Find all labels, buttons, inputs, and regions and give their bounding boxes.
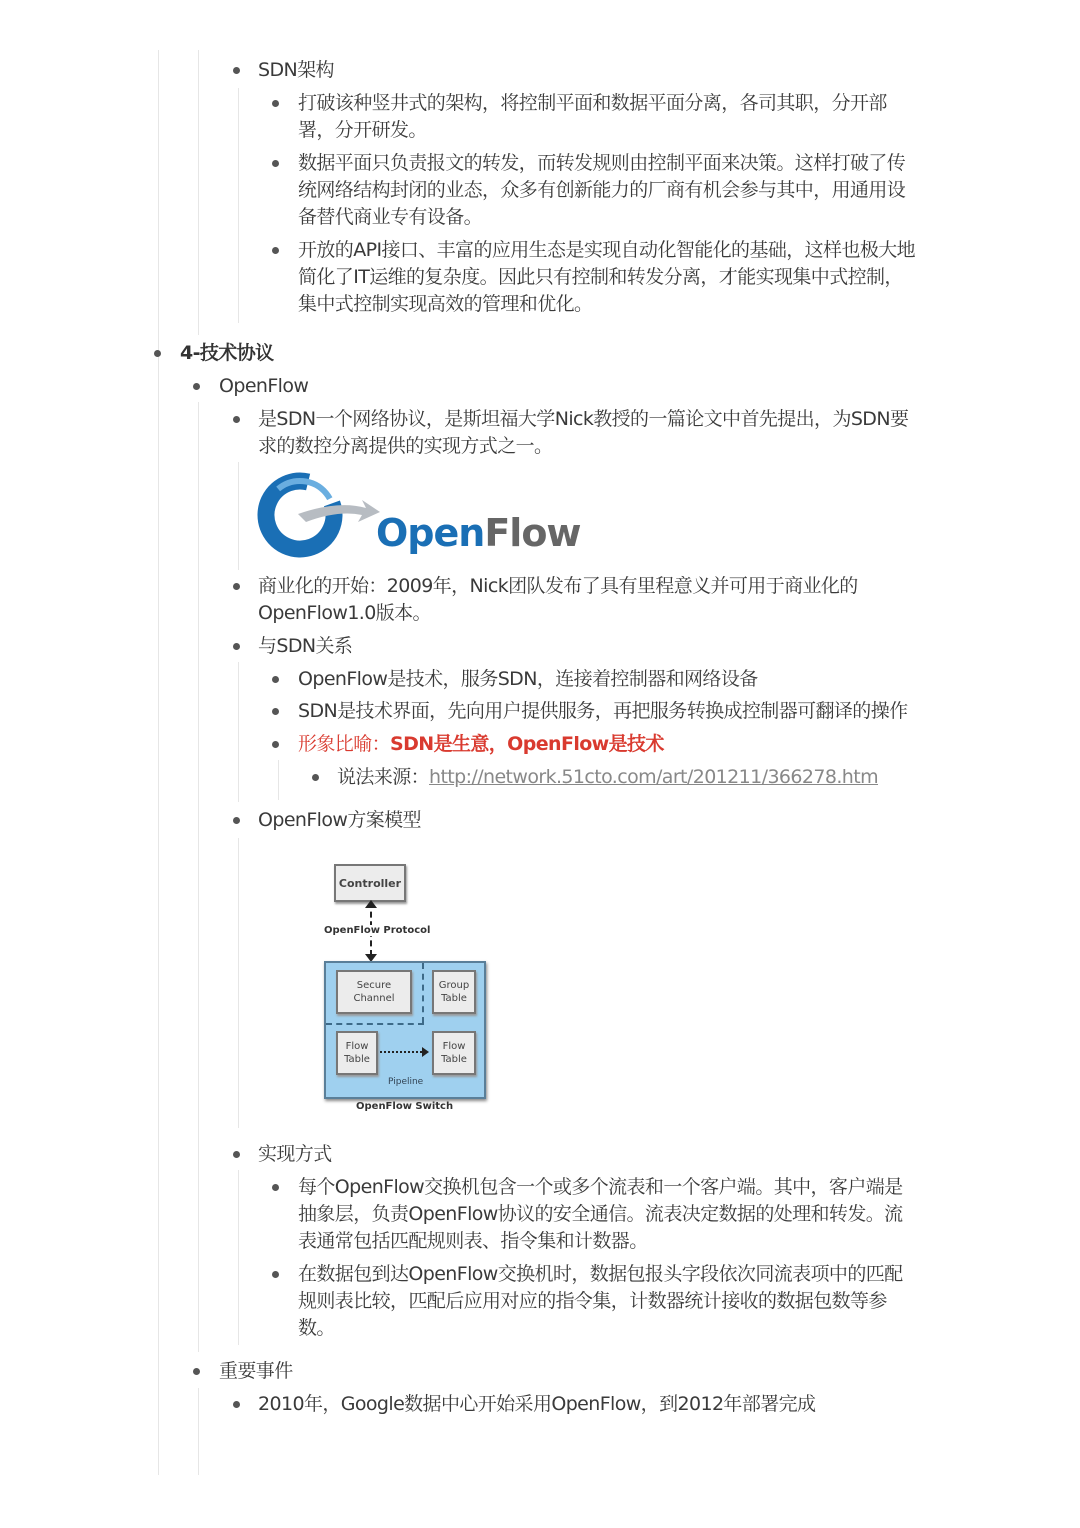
bullet-icon (233, 1151, 240, 1158)
bullet-icon (233, 643, 240, 650)
guide-line (238, 662, 239, 802)
model-title: OpenFlow方案模型 (258, 809, 421, 831)
controller-box: Controller (334, 864, 406, 902)
text-line: 规则表比较，匹配后应用对应的指令集，计数器统计接收的数据包数等参 (298, 1290, 887, 1312)
text-line: 数据平面只负责报文的转发，而转发规则由控制平面来决策。这样打破了传 (298, 152, 906, 174)
text-line: 在数据包到达OpenFlow交换机时，数据包报头字段依次同流表项中的匹配 (298, 1263, 903, 1285)
text-line: 开放的API接口、丰富的应用生态是实现自动化智能化的基础，这样也极大地 (298, 239, 916, 261)
bullet-icon (272, 708, 279, 715)
guide-line (238, 1170, 239, 1345)
source-link[interactable]: http://network.51cto.com/art/201211/366278.htm (429, 766, 879, 788)
bullet-icon (272, 247, 279, 254)
bullet-icon (154, 350, 161, 357)
metaphor (298, 730, 664, 758)
bullet-icon (272, 100, 279, 107)
openflow-model-diagram (318, 858, 498, 1120)
text-line: 备替代商业专有设备。 (298, 206, 483, 228)
guide-line (238, 88, 239, 323)
guide-line (238, 838, 239, 1128)
bullet-icon (233, 416, 240, 423)
divider (422, 963, 424, 1023)
arrow-up-icon (365, 900, 377, 908)
text-line: 求的数控分离提供的实现方式之一。 (258, 435, 553, 457)
bullet-icon (312, 774, 319, 781)
group-table-box: Group Table (432, 970, 476, 1014)
text-line: 数。 (298, 1317, 335, 1339)
relation-title: 与SDN关系 (258, 635, 353, 657)
text-line: 商业化的开始：2009年，Nick团队发布了具有里程意义并可用于商业化的 (258, 575, 858, 597)
bullet-icon (233, 67, 240, 74)
openflow-title: OpenFlow (219, 375, 309, 397)
text-line: 抽象层，负责OpenFlow协议的安全通信。流表决定数据的处理和转发。流 (298, 1203, 903, 1225)
text-line: 打破该种竖井式的架构，将控制平面和数据平面分离，各司其职，分开部 (298, 92, 887, 114)
switch-box (324, 961, 486, 1099)
text-line: 每个OpenFlow交换机包含一个或多个流表和一个客户端。其中，客户端是 (298, 1176, 903, 1198)
secure-channel-box: Secure Channel (336, 970, 412, 1014)
source-label: 说法来源： (337, 766, 430, 788)
bullet-icon (272, 1271, 279, 1278)
metaphor-text: SDN是生意，OpenFlow是技术 (390, 733, 664, 755)
text-line: 统网络结构封闭的业态，众多有创新能力的厂商有机会参与其中，用通用设 (298, 179, 906, 201)
events-title: 重要事件 (219, 1360, 293, 1382)
text-line: 署，分开研发。 (298, 119, 427, 141)
guide-line (158, 50, 159, 1475)
guide-line (198, 1388, 199, 1475)
text-line: 集中式控制实现高效的管理和优化。 (298, 293, 593, 315)
source (337, 763, 878, 791)
text-line: OpenFlow1.0版本。 (258, 602, 431, 624)
arrow-right-icon (422, 1047, 429, 1057)
switch-label: OpenFlow Switch (356, 1101, 454, 1112)
pipeline-label: Pipeline (388, 1077, 424, 1087)
bullet-icon (233, 583, 240, 590)
guide-line (278, 760, 279, 800)
pipeline-arrow (380, 1051, 422, 1053)
bullet-icon (193, 1368, 200, 1375)
text-line: 是SDN一个网络协议，是斯坦福大学Nick教授的一篇论文中首先提出，为SDN要 (258, 408, 909, 430)
flow-table-box: Flow Table (336, 1031, 378, 1075)
metaphor-label: 形象比喻： (298, 733, 391, 755)
bullet-icon (193, 383, 200, 390)
bullet-icon (272, 160, 279, 167)
openflow-logo (258, 470, 581, 562)
guide-line (198, 50, 199, 335)
svg-text:OpenFlow: OpenFlow (376, 511, 581, 555)
item-title: SDN架构 (258, 59, 334, 81)
guide-line (198, 402, 199, 1352)
bullet-icon (272, 676, 279, 683)
protocol-label: OpenFlow Protocol (324, 925, 431, 936)
impl-title: 实现方式 (258, 1143, 332, 1165)
text-line: 表通常包括匹配规则表、指令集和计数器。 (298, 1230, 648, 1252)
bullet-icon (233, 817, 240, 824)
text-line: 简化了IT运维的复杂度。因此只有控制和转发分离，才能实现集中式控制， (298, 266, 903, 288)
guide-line (238, 462, 239, 570)
divider (326, 1023, 424, 1025)
bullet-icon (272, 741, 279, 748)
text-line: SDN是技术界面，先向用户提供服务，再把服务转换成控制器可翻译的操作 (298, 700, 908, 722)
bullet-icon (272, 1184, 279, 1191)
bullet-icon (233, 1401, 240, 1408)
section-title: 4-技术协议 (180, 342, 274, 364)
text-line: 2010年，Google数据中心开始采用OpenFlow，到2012年部署完成 (258, 1393, 816, 1415)
text-line: OpenFlow是技术，服务SDN，连接着控制器和网络设备 (298, 668, 758, 690)
flow-table-box: Flow Table (432, 1031, 476, 1075)
